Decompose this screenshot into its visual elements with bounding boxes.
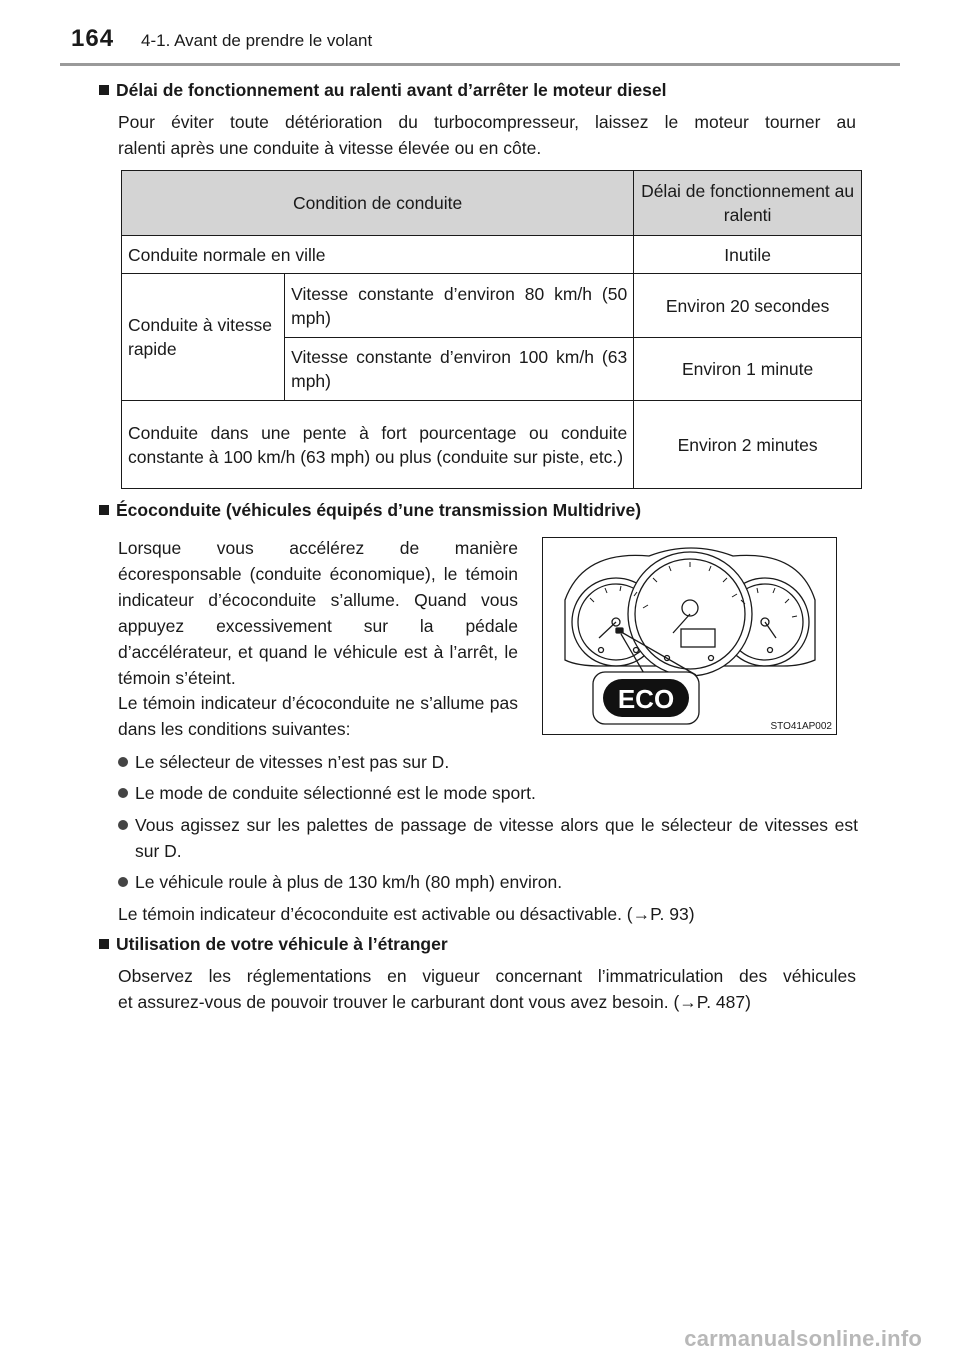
paragraph-line: Pour éviter toute détérioration du turbocompresseur, laissez le moteur tourner au <box>118 112 856 132</box>
table-row <box>122 274 862 338</box>
bullet-dot-icon <box>118 788 128 798</box>
square-bullet-icon <box>99 505 109 515</box>
list-item <box>118 749 449 775</box>
table-header-condition: Condition de conduite <box>122 171 634 236</box>
paragraph: Lorsque vous accélérez de manière écoresponsable (conduite économique), le témoin indicateur d’écoconduite s’allume. Quand vous appuyez excessivement sur la pédale d’accélérateur, et quand le véhicule est à l’arrêt, le témoin s’éteint. <box>118 538 518 688</box>
paragraph: Le témoin indicateur d’écoconduite ne s’allume pas dans les conditions suivantes: <box>118 693 518 739</box>
paragraph: Le témoin indicateur d’écoconduite est activable ou désactivable. (→P. 93) <box>118 904 695 924</box>
section-heading-eco <box>99 500 641 521</box>
paragraph-line: ralenti après une conduite à vitesse élevée ou en côte. <box>118 138 542 158</box>
table-header-row <box>122 171 862 236</box>
section-heading-text: Écoconduite (véhicules équipés d’une transmission Multidrive) <box>116 500 642 520</box>
table-cell: Environ 2 minutes <box>634 401 862 489</box>
header-divider <box>60 63 900 66</box>
list-item <box>118 869 562 895</box>
list-item-text: Le mode de conduite sélectionné est le mode sport. <box>135 783 536 803</box>
table-row <box>122 401 862 489</box>
list-item <box>118 780 536 806</box>
paragraph-line: et assurez-vous de pouvoir trouver le carburant dont vous avez besoin. (→P. 487) <box>118 992 751 1012</box>
instrument-cluster-figure <box>542 537 837 735</box>
square-bullet-icon <box>99 939 109 949</box>
section-heading-diesel-idle <box>99 80 666 101</box>
table-cell: Environ 1 minute <box>634 338 862 401</box>
table-cell-group: Conduite à vitesse rapide <box>122 274 285 401</box>
square-bullet-icon <box>99 85 109 95</box>
instrument-cluster-illustration <box>543 538 836 734</box>
list-item <box>118 812 858 864</box>
table-cell: Conduite normale en ville <box>122 236 634 274</box>
table-header-delay: Délai de fonctionnement au ralenti <box>634 171 862 236</box>
chapter-title: 4-1. Avant de prendre le volant <box>141 31 373 50</box>
list-item-text: Vous agissez sur les palettes de passage de vitesse alors que le sélecteur de vitesses est sur D. <box>135 815 858 861</box>
bullet-dot-icon <box>118 820 128 830</box>
table-cell: Conduite dans une pente à fort pourcentage ou conduite constante à 100 km/h (63 mph) ou plus (conduite sur piste, etc.) <box>122 401 634 489</box>
table-cell: Inutile <box>634 236 862 274</box>
figure-code: STO41AP002 <box>770 721 832 732</box>
section-heading-text: Délai de fonctionnement au ralenti avant d’arrêter le moteur diesel <box>116 80 667 100</box>
list-item-text: Le sélecteur de vitesses n’est pas sur D. <box>135 752 450 772</box>
table-row <box>122 236 862 274</box>
table-cell: Vitesse constante d’environ 80 km/h (50 mph) <box>285 274 634 338</box>
paragraph-line: Observez les réglementations en vigueur concernant l’immatriculation des véhicules <box>118 966 856 986</box>
section-heading-text: Utilisation de votre véhicule à l’étranger <box>116 934 448 954</box>
watermark: carmanualsonline.info <box>684 1326 922 1351</box>
table-cell: Vitesse constante d’environ 100 km/h (63 mph) <box>285 338 634 401</box>
page-number: 164 <box>71 25 115 52</box>
bullet-dot-icon <box>118 877 128 887</box>
list-item-text: Le véhicule roule à plus de 130 km/h (80 mph) environ. <box>135 872 563 892</box>
section-heading-abroad <box>99 934 448 955</box>
bullet-dot-icon <box>118 757 128 767</box>
table-cell: Environ 20 secondes <box>634 274 862 338</box>
idle-time-table <box>121 170 862 489</box>
eco-label: ECO <box>617 684 675 714</box>
